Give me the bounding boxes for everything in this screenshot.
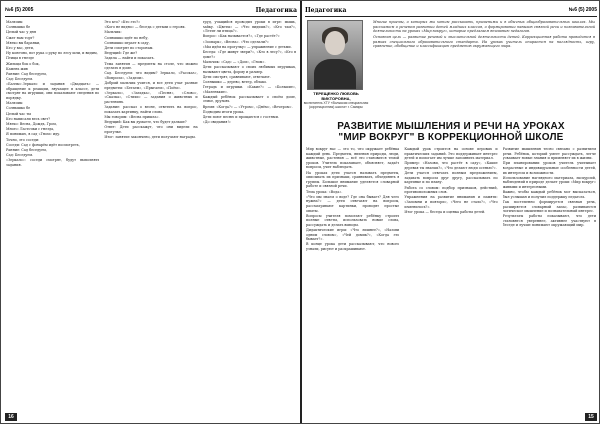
paragraph: Солнышко бе — [6, 106, 31, 111]
paragraph: Дети смотрят по сторонам. — [104, 45, 154, 50]
right-column-3 — [503, 147, 596, 411]
paragraph: Ведущий: Как вы думаете, что будет дальше? — [104, 120, 187, 125]
right-columns — [306, 147, 596, 411]
paragraph: Результаты работы показывают, что дети становятся увереннее, активнее участвуют в беседе и лучше понимают окружающий мир. — [502, 214, 596, 228]
left-column-1 — [6, 20, 99, 411]
paragraph: Я понимаю, в сад «Гном» иду. — [6, 132, 61, 137]
paragraph: Мальчик: «Сад» — «Дом», «Гном». — [202, 59, 266, 64]
paragraph: Сад: Беседуем. — [6, 153, 34, 158]
paragraph: Мальчик: — [6, 20, 24, 24]
paragraph: Добрый мальчик учится, и все дети учат разные предметы: «Бегаем», «Прыгаем», «Поём». — [104, 81, 198, 90]
paragraph: «Зеркало», «Загадка», «Песня», «Слово», «Сказка», «Стихи» — задания о животных и растениях. — [104, 90, 198, 105]
author-photo-body — [314, 59, 356, 90]
left-column-3 — [203, 20, 296, 411]
paragraph: Основная цель — развитие речевой и мыслительной деятельности детей. Коррекционная работа проводится в рамках специального образовательного стандарта. На уроках учитель опирается на наглядность, игру, сравнение, обобщение и классификацию предметов окружающего мира. — [373, 34, 595, 49]
paragraph: На уроках дети учатся называть предметы, описывать их признаки, сравнивать, объединять в группы. Большое внимание уделяется словарной работе и связной речи. — [306, 170, 400, 189]
paragraph: труд, учащийся проводил уроки в игре: мышь, зайку. «Цветы» — «Что видишь?», «Кто там?», «Летит ли птица?». — [202, 20, 296, 34]
paragraph: Солнышко играет в саду, — [104, 40, 150, 45]
paragraph: Сжег нам торт? — [6, 35, 35, 40]
author-photo-face — [325, 31, 345, 55]
paragraph: Тема урока: «Вода». — [306, 189, 343, 194]
left-columns — [6, 20, 296, 411]
paragraph: Ведущий: Где же? — [104, 51, 138, 56]
left-column-2 — [104, 20, 197, 411]
paragraph: Солнышко идёт по небу, — [104, 35, 149, 40]
paragraph: «Зоопарк», «Весна». «Что сделали?» — [202, 39, 269, 44]
paragraph: Дидактические игры: «Что лишнее?», «Назови одним словом», «Чей домик?», «Когда это бывает?». — [306, 228, 400, 242]
paragraph: Задание: рассказ о весне, ответить на вопрос, показать картинку, найти слово. — [104, 105, 198, 114]
paragraph: Дети учатся отвечать полным предложением, задавать вопросы друг другу, рассказывать по картинке и по плану. — [404, 171, 498, 185]
paragraph: Целый час ты — [6, 111, 31, 116]
paragraph: Мы говорим: «Весна пришла». — [104, 115, 160, 119]
author-role: воспитатель ХТУ «Волжская специальная (коррекционная) школа» г. Самары — [303, 101, 369, 110]
right-column-2 — [404, 147, 497, 411]
paragraph: Сад: Беседуем. — [6, 77, 34, 82]
paragraph: Мир вокруг нас — это то, что окружает ребёнка каждый день. Предметы, явления природы, люди, животные, растения — всё это становится темой уроков. Учитель показывает, объясняет, задаёт вопросы, учит наблюдать. — [306, 147, 400, 170]
author-name: ТЕРЕЩЕНКО ЛЮБОВЬ ВИКТОРОВНА, — [313, 91, 359, 101]
right-column-1 — [306, 147, 399, 411]
paragraph: «До свидания!» — [202, 120, 231, 125]
paragraph: Камень жив — [6, 66, 28, 71]
paragraph: Итог: занятие закончено, дети получают награды. — [104, 135, 196, 140]
left-page — [1, 1, 301, 423]
right-page-header — [305, 4, 597, 16]
paragraph: Каждый урок строится на основе игровых и практических заданий. Это поддерживает интерес детей и помогает им лучше запомнить материал. — [404, 147, 498, 161]
paragraph: Развитие мышления тесно связано с развитием речи. Ребёнок, который умеет рассуждать, легче усваивает новые знания и применяет их в жизни. — [502, 147, 596, 161]
right-section-title: Педагогика — [305, 6, 347, 14]
paragraph: Мальчик: — [104, 30, 122, 35]
paragraph: Итог урока — беседа и оценка работы детей. — [404, 209, 486, 214]
paragraph: Задача — найти и показать. — [104, 56, 155, 61]
right-issue-number: №6 (5) 2005 — [568, 7, 597, 13]
paragraph: Беседа: «Где живут звери?», «Кто в лесу?», «Кто в доме?» — [202, 49, 296, 59]
left-page-number: 16 — [5, 413, 17, 421]
paragraph: В конце урока дети рассказывают, что нового узнали, рисуют и раскрашивают. — [306, 242, 400, 252]
paragraph: «Что мы знаем о воде? Где она бывает? Для чего нужна?» — дети отвечают на вопросы, рассматривают картинки, проводят простые опыты. — [306, 194, 400, 213]
paragraph: Время: «Когда?» — «Утром», «Днём», «Вечером». — [202, 104, 293, 109]
article-title — [307, 121, 595, 143]
paragraph: Соседи: Сад с фонарём идёт посмотреть, — [6, 142, 80, 147]
paragraph: Кто у вас, дети, — [6, 45, 34, 50]
paragraph: Упражнения на развитие внимания и памяти: «Запомни и повтори», «Чего не стало?», «Что изменилось?». — [404, 195, 498, 209]
paragraph: «Зеркало»: соседи смотрят, будут выполнять задания. — [6, 158, 100, 167]
left-issue-number: №6 (5) 2005 — [5, 7, 34, 13]
paragraph: Ранние: Сад беседуем, — [6, 147, 47, 152]
paragraph: Каждый ребёнок рассказывает о своём доме, семье, друзьях. — [202, 94, 296, 104]
paragraph: Ранние: Сад беседуем, — [6, 71, 47, 76]
paragraph: «Баллы».Зеркало и задания «Двадцать» — обращение к реакции, звучащее в классе, дети смотрят на игрушки, они показывают сведения по порядку. — [6, 82, 100, 101]
paragraph: Солнышко — дерево, ветер, облако. — [202, 79, 268, 84]
paragraph: Птицы в гнезде — [6, 56, 35, 61]
paragraph: При планировании уроков учитель учитывает возрастные и индивидуальные особенности детей, их интересы и возможности. — [502, 161, 596, 175]
paragraph: Так постепенно формируется связная речь, расширяется словарный запас, развиваются логическое мышление и познавательный интерес. — [502, 199, 596, 214]
paragraph: Многие приемы, о которых мы хотим рассказать, применимы и в обычных общеобразовательных школах. Мы расскажем о речевом развитии детей младших классов, о формировании навыков связной речи и познавательной деятельности на уроках «Мир вокруг», которые предлагаем вниманию педагогов. — [373, 20, 595, 34]
right-header-rule — [305, 16, 597, 17]
right-page — [301, 1, 600, 423]
author-photo — [307, 20, 363, 90]
paragraph: «Кого не видно» — беседа с детьми о героях. — [104, 25, 186, 30]
author-caption — [303, 91, 369, 109]
paragraph: Жильцы бок о бок, — [6, 61, 40, 66]
article-title-line-2: "МИР ВОКРУГ" В КОРРЕКЦИОННОЙ ШКОЛЕ — [338, 132, 564, 143]
paragraph: Работа со словом: подбор признаков, действий, противоположных слов. — [404, 185, 498, 195]
paragraph: Ответ: Дети расскажут, что они видели на прогулке. — [104, 125, 198, 134]
paragraph: «Мы идём на прогулку» — упражнение с детьми. — [202, 44, 292, 49]
article-intro — [373, 20, 595, 118]
paragraph: Кто написали весь свет? — [6, 116, 51, 121]
paragraph: Мягко вы баранки, — [6, 40, 41, 45]
paragraph: Важно, чтобы каждый ребёнок мог высказаться, был услышан и получил поддержку педагога. — [502, 190, 596, 199]
paragraph: Это кто? «Кто это?» — [104, 20, 141, 24]
left-header-rule — [5, 16, 297, 17]
paragraph: Дети поют песню и прощаются с гостями. — [202, 115, 279, 119]
paragraph: Тема занятия — предметы на столе, что можно сделать в доме. — [104, 61, 198, 71]
paragraph: Вопросы учителя помогают ребёнку строить полные ответы, использовать новые слова, рассуждать и делать выводы. — [306, 213, 400, 227]
article-title-line-1: РАЗВИТИЕ МЫШЛЕНИЯ И РЕЧИ НА УРОКАХ — [337, 121, 565, 132]
paragraph: Использование наглядного материала, экскурсий, наблюдений в природе делает уроки «Мир вокруг» живыми и интересными. — [502, 175, 596, 189]
paragraph: Мягко: Весна, Дождь, Гром, — [6, 121, 57, 126]
paragraph: Солнышко бе — [6, 25, 31, 30]
paragraph: Ну конечно, вот рука о руку по лесу шли, и видим, — [6, 51, 98, 56]
right-page-number: 15 — [585, 413, 597, 421]
paragraph: Подводим итоги урока. — [202, 109, 245, 114]
paragraph: Пример: «Назови, что растёт в саду», «Какие деревья ты знаешь?», «Что делают люди осенью?». — [404, 161, 498, 170]
paragraph: Вопрос: «Как называется?», «Где растёт?» — [202, 34, 280, 39]
paragraph: Дети смотрят, сравнивают, отвечают. — [202, 74, 271, 79]
paragraph: Мальчик: — [6, 101, 24, 106]
paragraph: Дети рассказывают о своих любимых игрушках, называют цвета, форму и размер. — [202, 64, 296, 74]
left-page-header — [5, 4, 297, 16]
paragraph: Много: Ласточки с гнезда, — [6, 127, 55, 132]
paragraph: Тетрадь и игрушки. «Какие?» — «Большие», «Маленькие». — [202, 85, 296, 94]
paragraph: Целый час у дня — [6, 30, 36, 35]
left-section-title: Педагогика — [255, 6, 297, 14]
paragraph: Точно, это соседи: — [6, 137, 40, 142]
paragraph: Сад. Беседуем: что видим? Зеркало, «Рассказ», «Вопросы», «Задачи». — [104, 71, 198, 80]
